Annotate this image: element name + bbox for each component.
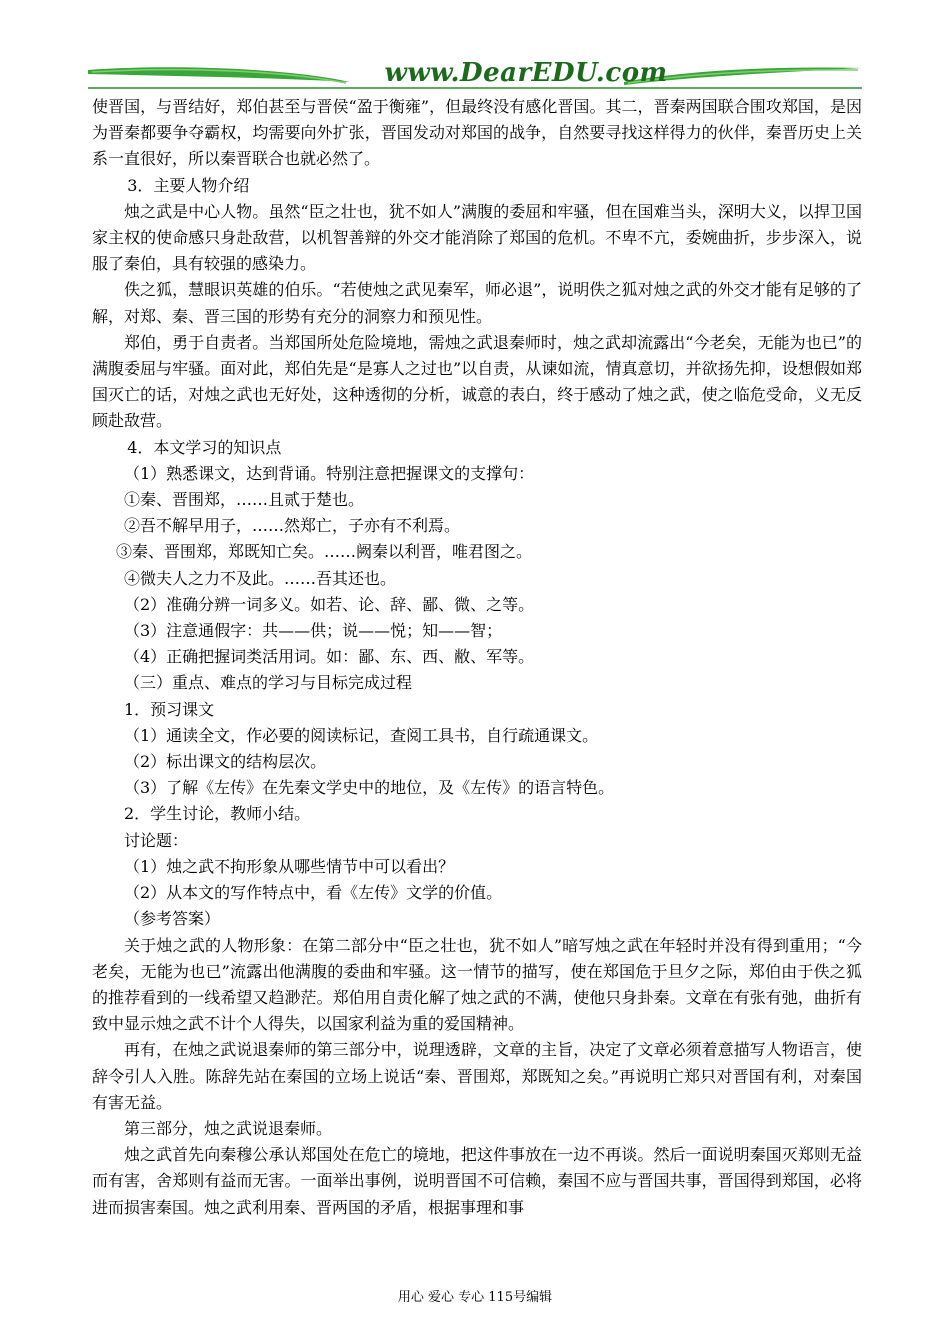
list-item: （3）注意通假字：共——供；说——悦；知——智；: [124, 621, 503, 641]
paragraph: 关于烛之武的人物形象：在第二部分中“臣之壮也，犹不如人”暗写烛之武在年轻时并没有得到重用；“今老矣，无能为也已”流露出他满腹的委曲和牢骚。这一情节的描写，使在郑国危于旦夕之际，郑伯由于佚之狐的推荐看到的一线希望又趋渺茫。郑伯用自责化解了烛之武的不满，使他只身卦秦。文章在有张有弛，曲折有致中显示烛之武不计个人得失，以国家利益为重的爱国精神。: [92, 935, 862, 1034]
section-heading: 4．本文学习的知识点: [127, 437, 282, 457]
list-item: （2）准确分辨一词多义。如若、论、辞、鄙、微、之等。: [124, 594, 535, 614]
paragraph: 郑伯，勇于自责者。当郑国所处危险境地，需烛之武退秦师时，烛之武却流露出“今老矣，无能为也已”的满腹委屈与牢骚。面对此，郑伯先是“是寡人之过也”以自责，从谏如流，情真意切，并欲扬先抑，设想假如郑国灭亡的话，对烛之武也无好处，这种透彻的分析，诚意的表白，终于感动了烛之武，使之临危受命，义无反顾赴敌营。: [92, 332, 862, 431]
list-item: （1）烛之武不拘形象从哪些情节中可以看出？: [124, 856, 455, 876]
page-footer: 用心 爱心 专心 115号编辑: [397, 1290, 553, 1305]
page-header: [88, 52, 862, 92]
article-body: [92, 94, 862, 1221]
section-heading: 3．主要人物介绍: [127, 175, 250, 195]
paragraph: 讨论题：: [124, 830, 189, 850]
paragraph: 烛之武是中心人物。虽然“臣之壮也，犹不如人”满腹的委屈和牢骚，但在国难当头，深明大义，以捍卫国家主权的使命感只身赴敌营，以机智善辩的外交才能消除了郑国的危机。不卑不亢，委婉曲折，步步深入，说服了秦伯，具有较强的感染力。: [92, 201, 862, 274]
paragraph: 佚之狐，慧眼识英雄的伯乐。“若使烛之武见秦军，师必退”，说明佚之狐对烛之武的外交才能有足够的了解，对郑、秦、晋三国的形势有充分的洞察力和预见性。: [92, 280, 862, 326]
list-item: ①秦、晋围郑，……且贰于楚也。: [124, 490, 365, 510]
section-heading: （三）重点、难点的学习与目标完成过程: [124, 673, 413, 693]
paragraph: （参考答案）: [124, 909, 221, 929]
paragraph: 第三部分，烛之武说退秦师。: [124, 1118, 333, 1138]
list-item: ④微夫人之力不及此。……吾其还也。: [124, 568, 397, 588]
section-heading: 1．预习课文: [124, 699, 215, 719]
paragraph: 烛之武首先向秦穆公承认郑国处在危亡的境地，把这件事放在一边不再谈。然后一面说明秦国灭郑则无益而有害，舍郑则有益而无害。一面举出事例，说明晋国不可信赖，秦国不应与晋国共事，晋国得到郑国，必将进而损害秦国。烛之武利用秦、晋两国的矛盾，根据事理和事: [92, 1145, 862, 1217]
list-item: ③秦、晋围郑，郑既知亡矣。……阙秦以利晋，唯君图之。: [116, 542, 533, 562]
list-item: （4）正确把握词类活用词。如：鄙、东、西、敝、军等。: [124, 647, 535, 667]
section-heading: 2．学生讨论，教师小结。: [124, 804, 311, 824]
list-item: （2）标出课文的结构层次。: [124, 752, 327, 772]
list-item: （1）熟悉课文，达到背诵。特别注意把握课文的支撑句：: [124, 463, 535, 483]
list-item: ②吾不解早用子，……然郑亡，子亦有不利焉。: [124, 516, 461, 536]
paragraph: 再有，在烛之武说退秦师的第三部分中，说理透辟，文章的主旨，决定了文章必须着意描写人物语言，使辞令引人入胜。陈辞先站在秦国的立场上说话“秦、晋围郑，郑既知之矣。”再说明亡郑只对晋国有利，对秦国有害无益。: [92, 1040, 862, 1112]
list-item: （3）了解《左传》在先秦文学史中的地位，及《左传》的语言特色。: [124, 778, 615, 798]
list-item: （1）通读全文，作必要的阅读标记，查阅工具书，自行疏通课文。: [124, 725, 599, 745]
paragraph: 使晋国，与晋结好，郑伯甚至与晋侯“盈于衡雍”，但最终没有感化晋国。其二，晋秦两国联合围攻郑国，是因为晋秦都要争夺霸权，均需要向外扩张，晋国发动对郑国的战争，自然要寻找这样得力的伙伴，秦晋历史上关系一直很好，所以秦晋联合也就必然了。: [92, 97, 862, 169]
list-item: （2）从本文的写作特点中，看《左传》文学的价值。: [124, 883, 503, 903]
site-logo-text: www.DearEDU.com: [384, 58, 668, 88]
